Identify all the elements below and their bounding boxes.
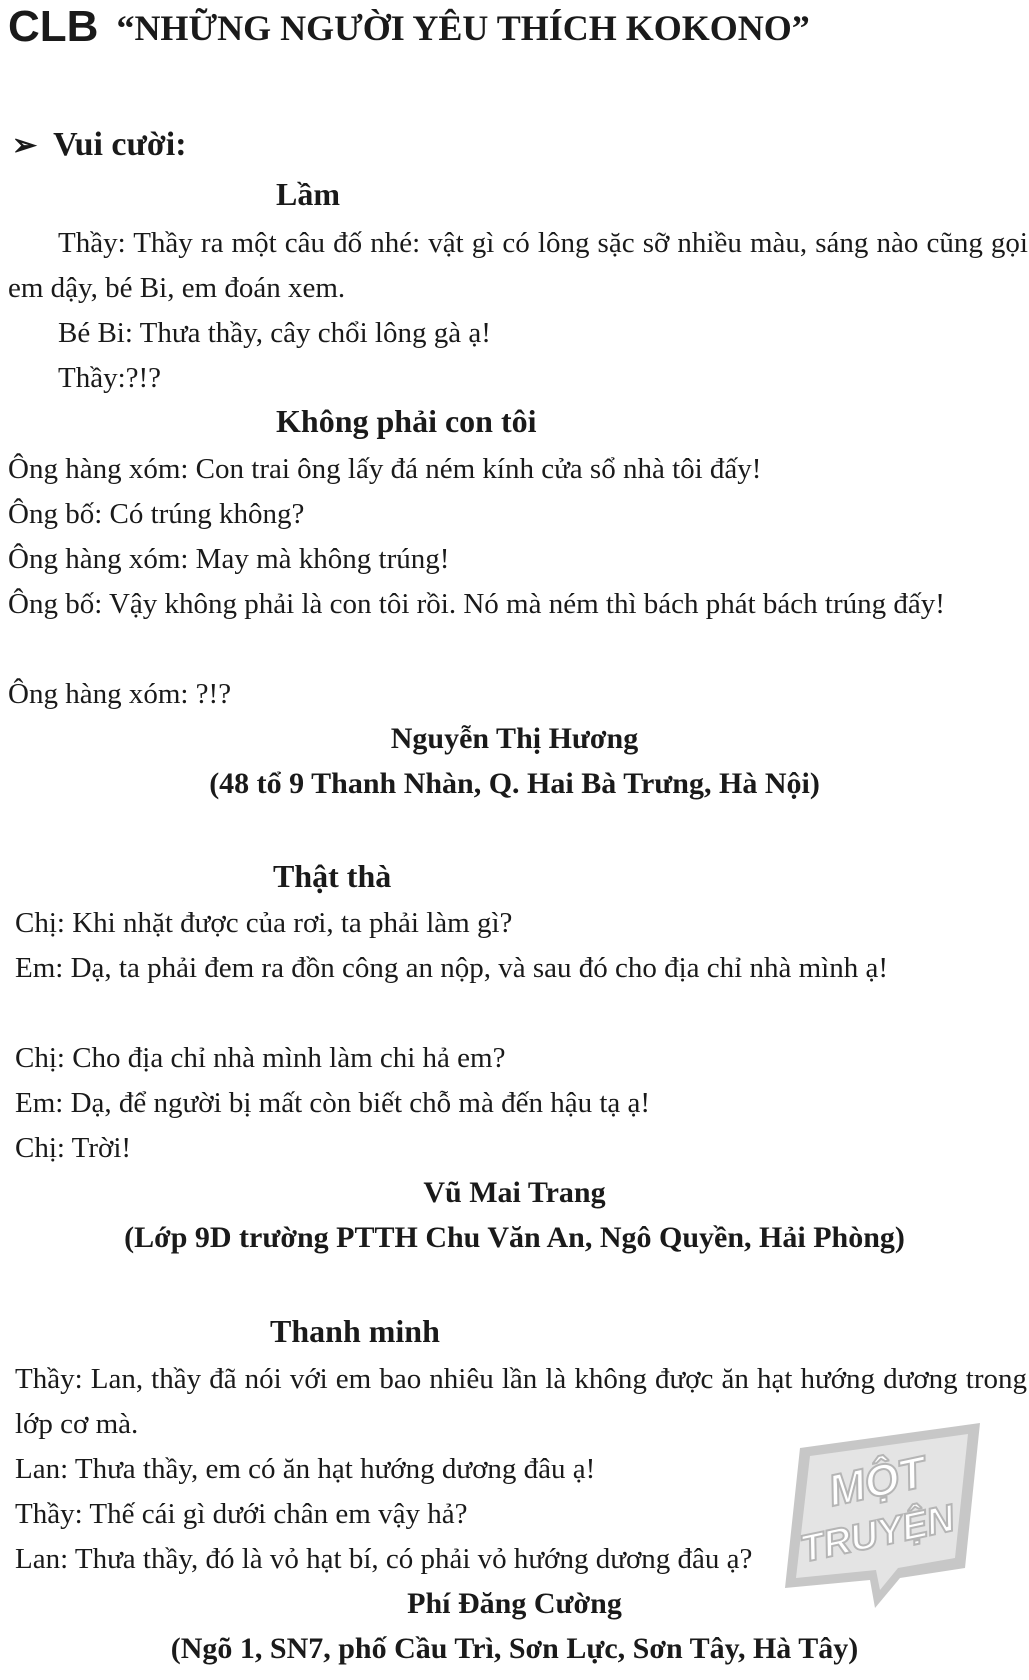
joke-line: Thầy: Thế cái gì dưới chân em vậy hả? [15,1498,468,1530]
joke-line: Ông hàng xóm: ?!? [8,678,232,710]
joke-title: Lầm [276,176,340,212]
joke-title: Không phải con tôi [276,403,537,439]
watermark-logo-icon [780,1418,995,1608]
joke-title: Thanh minh [270,1313,440,1349]
joke-line: Ông bố: Có trúng không? [8,498,305,530]
joke-line: Thầy: Thầy ra một câu đố nhé: vật gì có lông sặc sỡ nhiều màu, sáng nào cũng gọi em dậy, bé Bi, em đoán xem. [8,227,1028,304]
author-address: (Ngõ 1, SN7, phố Cầu Trì, Sơn Lực, Sơn Tây, Hà Tây) [170,1632,859,1665]
joke-line: Ông bố: Vậy không phải là con tôi rồi. Nó mà ném thì bách phát bách trúng đấy! [8,588,945,620]
joke-line: Lan: Thưa thầy, em có ăn hạt hướng dương đâu ạ! [15,1453,596,1485]
section-heading [12,126,187,164]
author-name: Vũ Mai Trang [423,1176,606,1209]
page-header [8,0,1023,60]
arrow-bullet-icon: ➢ [12,129,38,162]
joke-line: Ông hàng xóm: Con trai ông lấy đá ném kính cửa sổ nhà tôi đấy! [8,453,762,485]
section-title: Vui cười: [53,126,187,163]
joke-line: Chị: Cho địa chỉ nhà mình làm chi hả em? [15,1042,506,1074]
joke-line: Chị: Trời! [15,1132,132,1164]
author-address: (48 tổ 9 Thanh Nhàn, Q. Hai Bà Trưng, Hà Nội) [209,767,820,800]
watermark-text-2: TRUYỆN [796,1497,959,1572]
author-name: Phí Đăng Cường [407,1587,622,1620]
watermark-text-1: MỘT [824,1447,930,1516]
joke-line: Chị: Khi nhặt được của rơi, ta phải làm gì? [15,907,513,939]
joke-line: Em: Dạ, ta phải đem ra đồn công an nộp, và sau đó cho địa chỉ nhà mình ạ! [15,952,888,984]
joke-line: Bé Bi: Thưa thầy, cây chổi lông gà ạ! [58,317,491,349]
joke-line: Lan: Thưa thầy, đó là vỏ hạt bí, có phải vỏ hướng dương đâu ạ? [15,1543,753,1575]
author-address: (Lớp 9D trường PTTH Chu Văn An, Ngô Quyền, Hải Phòng) [124,1221,905,1254]
joke-title: Thật thà [273,858,392,894]
joke-line: Thầy:?!? [58,362,162,394]
author-name: Nguyễn Thị Hương [390,722,639,755]
clb-logo: CLB [8,2,99,51]
joke-line: Thầy: Lan, thầy đã nói với em bao nhiêu lần là không được ăn hạt hướng dương trong lớp cơ mà. [15,1363,1027,1440]
joke-line: Ông hàng xóm: May mà không trúng! [8,543,450,575]
club-title: “NHỮNG NGƯỜI YÊU THÍCH KOKONO” [116,8,810,48]
joke-line: Em: Dạ, để người bị mất còn biết chỗ mà đến hậu tạ ạ! [15,1087,651,1119]
